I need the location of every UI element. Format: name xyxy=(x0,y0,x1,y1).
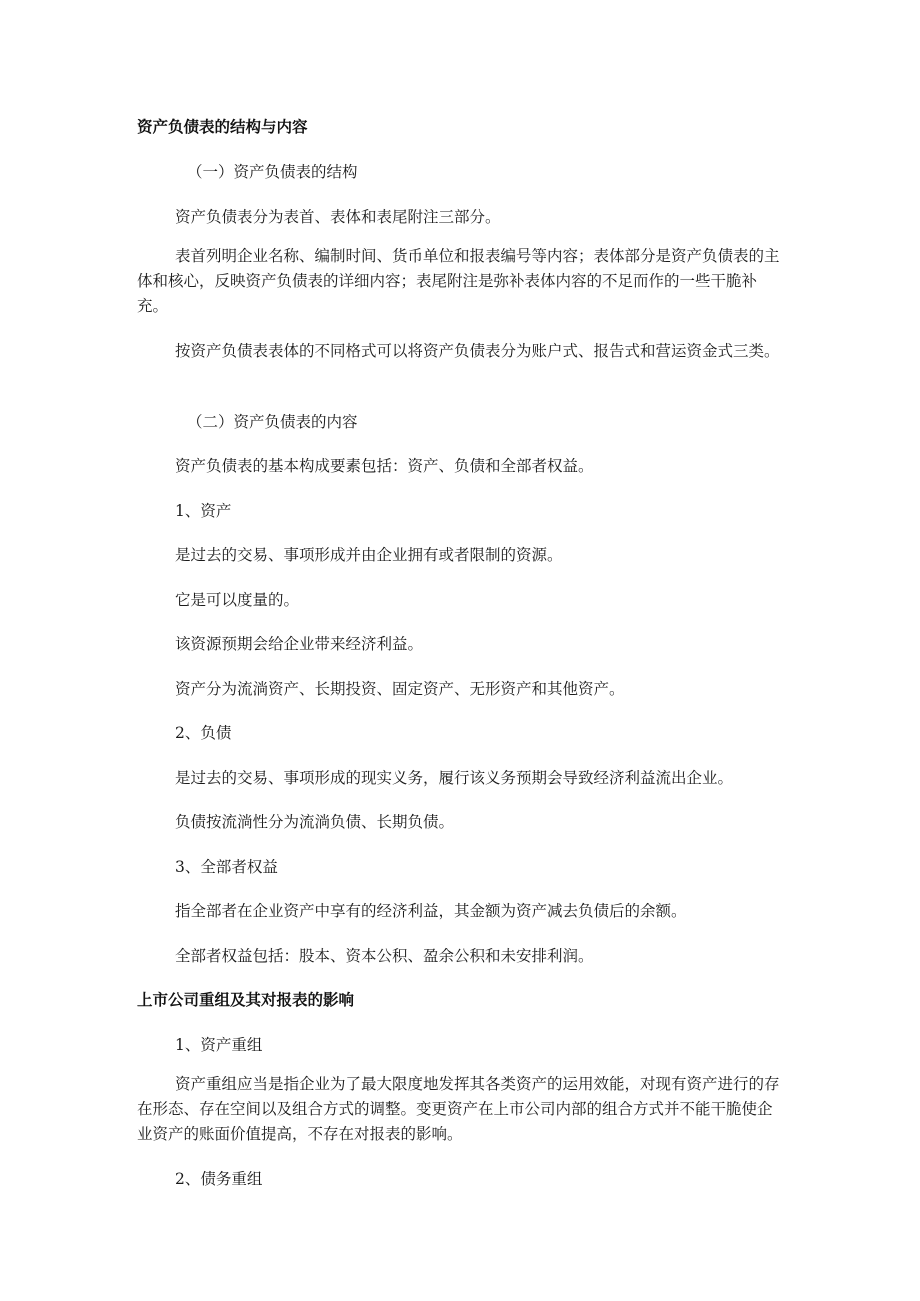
list-item-heading: 2、负债 xyxy=(175,724,232,742)
paragraph: 负债按流淌性分为流淌负债、长期负债。 xyxy=(175,813,455,831)
paragraph: 该资源预期会给企业带来经济利益。 xyxy=(175,635,424,653)
list-item-heading: 3、全部者权益 xyxy=(175,858,278,876)
paragraph: 指全部者在企业资产中享有的经济利益，其金额为资产减去负债后的余额。 xyxy=(175,902,687,920)
paragraph: 它是可以度量的。 xyxy=(175,591,300,609)
paragraph: 是过去的交易、事项形成的现实义务，履行该义务预期会导致经济利益流出企业。 xyxy=(175,769,734,787)
list-item-heading: 1、资产 xyxy=(175,502,232,520)
list-item-heading: 1、资产重组 xyxy=(175,1036,263,1054)
paragraph: 资产分为流淌资产、长期投资、固定资产、无形资产和其他资产。 xyxy=(175,680,625,698)
section-title-restructuring: 上市公司重组及其对报表的影响 xyxy=(137,991,355,1009)
paragraph: 资产重组应当是指企业为了最大限度地发挥其各类资产的运用效能，对现有资产进行的存在形态、存在空间以及组合方式的调整。变更资产在上市公司内部的组合方式并不能干脆使企业资产的账面价值提高，不存在对报表的影响。 xyxy=(137,1075,780,1143)
paragraph: 是过去的交易、事项形成并由企业拥有或者限制的资源。 xyxy=(175,546,563,564)
section-title-balance-sheet: 资产负债表的结构与内容 xyxy=(137,118,308,136)
paragraph: 按资产负债表表体的不同格式可以将资产负债表分为账户式、报告式和营运资金式三类。 xyxy=(175,342,780,360)
paragraph: 全部者权益包括：股本、资本公积、盈余公积和未安排利润。 xyxy=(175,947,594,965)
paragraph: 表首列明企业名称、编制时间、货币单位和报表编号等内容；表体部分是资产负债表的主体和核心，反映资产负债表的详细内容；表尾附注是弥补表体内容的不足而作的一些干脆补充。 xyxy=(137,247,780,315)
list-item-heading: 2、债务重组 xyxy=(175,1170,263,1188)
subheading-content: （二）资产负债表的内容 xyxy=(187,413,358,431)
subheading-structure: （一）资产负债表的结构 xyxy=(187,163,358,181)
paragraph: 资产负债表分为表首、表体和表尾附注三部分。 xyxy=(175,208,501,226)
paragraph: 资产负债表的基本构成要素包括：资产、负债和全部者权益。 xyxy=(175,457,594,475)
